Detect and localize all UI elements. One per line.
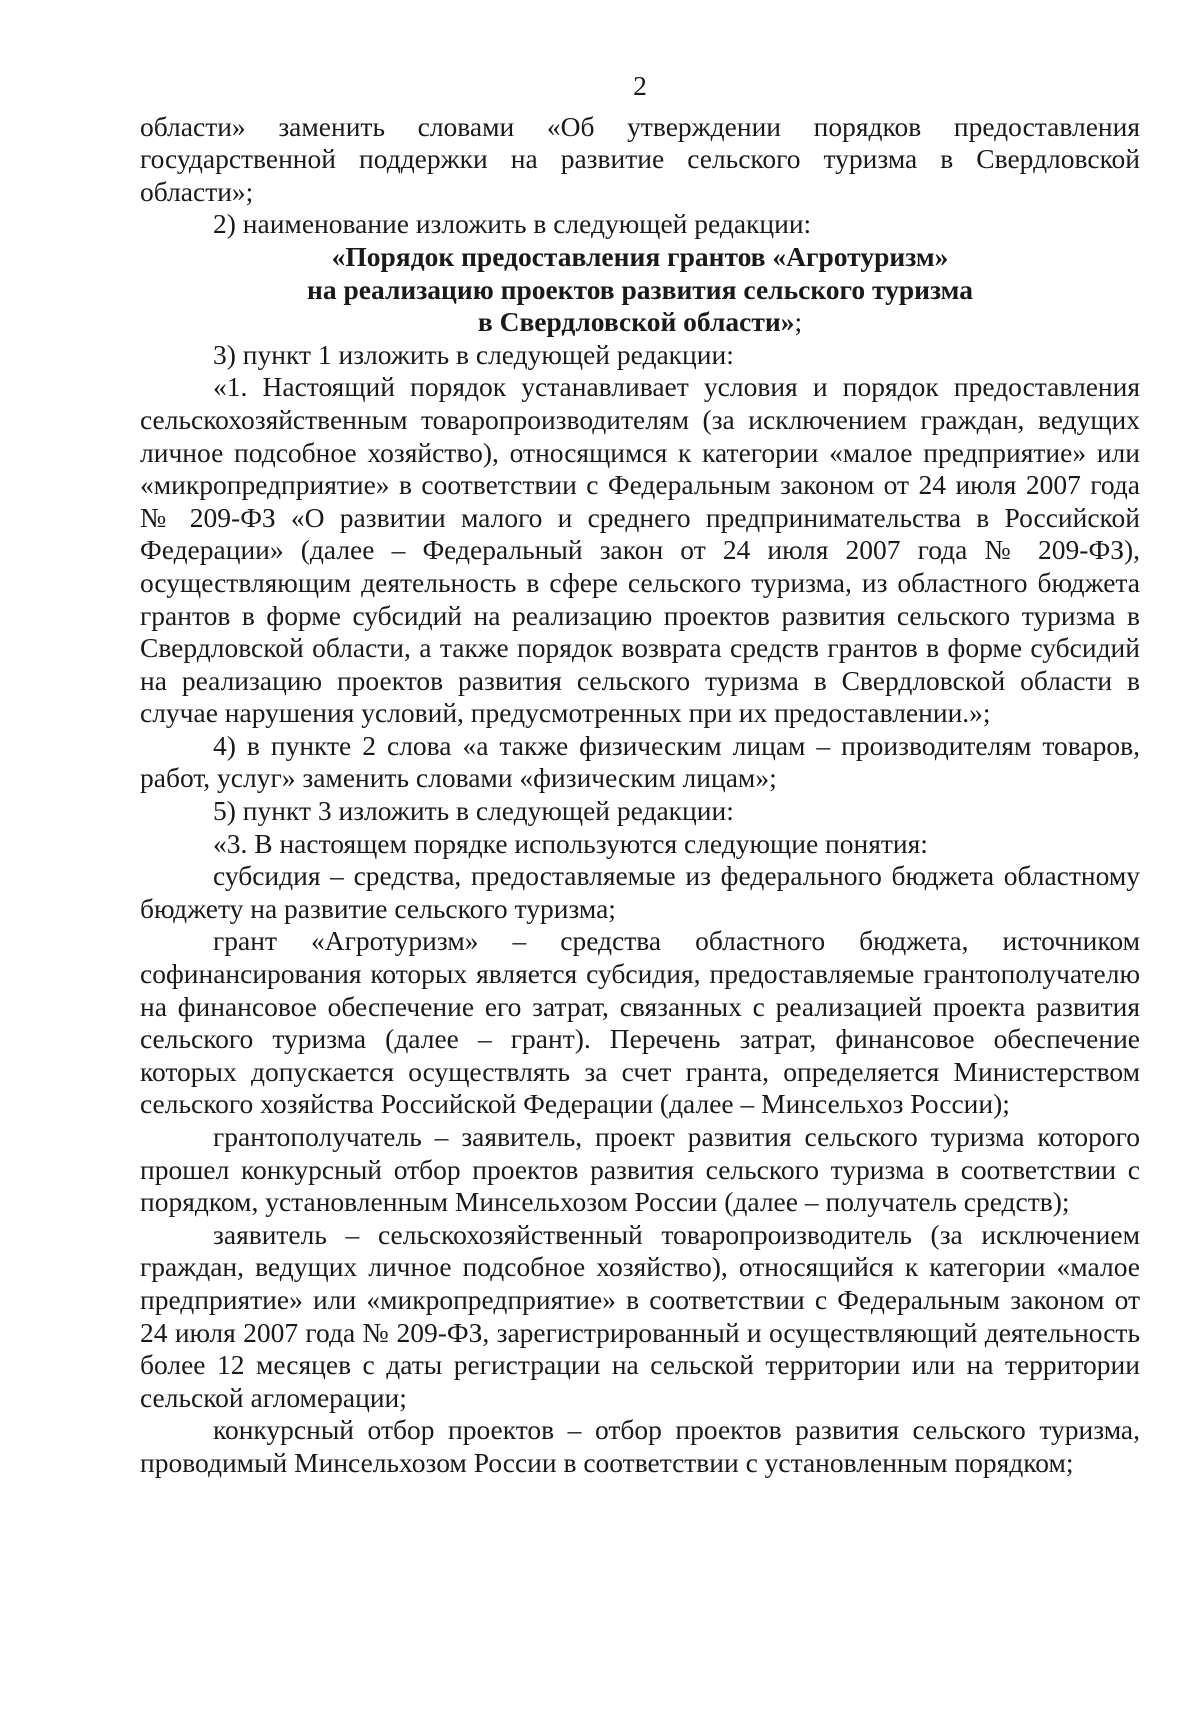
- title-line-3-tail: ;: [794, 306, 803, 338]
- page-number: 2: [633, 70, 647, 101]
- title-line-1: «Порядок предоставления грантов «Агротуризм»: [331, 240, 949, 272]
- title-line-3: [140, 306, 1140, 339]
- title-line-2: на реализацию проектов развития сельского туризма: [307, 273, 973, 305]
- paragraph-clause-3: «3. В настоящем порядке используются следующие понятия:: [213, 827, 928, 859]
- definition-grant-recipient: грантополучатель – заявитель, проект развития сельского туризма которого прошел конкурсный отбор проектов развития сельского туризма в соответствии с порядком, установленным Минсельхозом России (далее – получатель средств);: [140, 1121, 1140, 1218]
- definition-competitive-selection: конкурсный отбор проектов – отбор проектов развития сельского туризма, проводимый Минсельхозом России в соответствии с установленным порядком;: [140, 1414, 1140, 1478]
- paragraph-item-5: 5) пункт 3 изложить в следующей редакции:: [213, 795, 734, 827]
- paragraph-item-3: 3) пункт 1 изложить в следующей редакции:: [213, 338, 734, 370]
- paragraph-continuation: области» заменить словами «Об утверждении порядков предоставления государственной поддержки на развитие сельского туризма в Свердловской области»;: [140, 110, 1140, 207]
- definition-subsidy: субсидия – средства, предоставляемые из федерального бюджета областному бюджету на развитие сельского туризма;: [140, 860, 1140, 924]
- new-title-block: [140, 241, 1140, 339]
- paragraph-item-4: 4) в пункте 2 слова «а также физическим лицам – производителям товаров, работ, услуг» заменить словами «физическим лицам»;: [140, 729, 1140, 794]
- document-page: [140, 70, 1140, 1480]
- paragraph-clause-1: «1. Настоящий порядок устанавливает условия и порядок предоставления сельскохозяйственным товаропроизводителям (за исключением граждан, ведущих личное подсобное хозяйство), относящимся к категории «малое предприятие» или «микропредприятие» в соответствии с Федеральным законом от 24 июля 2007 года № 209-ФЗ «О развитии малого и среднего предпринимательства в Российской Федерации» (далее – Федеральный закон от 24 июля 2007 года № 209-ФЗ), осуществляющим деятельность в сфере сельского туризма, из областного бюджета грантов в форме субсидий на реализацию проектов развития сельского туризма в Свердловской области, а также порядок возврата средств грантов в форме субсидий на реализацию проектов развития сельского туризма в Свердловской области в случае нарушения условий, предусмотренных при их предоставлении.»;: [140, 371, 1140, 729]
- title-line-3-bold: в Свердловской области»: [477, 306, 795, 338]
- definition-grant: грант «Агротуризм» – средства областного бюджета, источником софинансирования которых является субсидия, предоставляемые грантополучателю на финансовое обеспечение его затрат, связанных с реализацией проекта развития сельского туризма (далее – грант). Перечень затрат, финансовое обеспечение которых допускается осуществлять за счет гранта, определяется Министерством сельского хозяйства Российской Федерации (далее – Минсельхоз России);: [140, 925, 1140, 1120]
- paragraph-item-2: 2) наименование изложить в следующей редакции:: [213, 208, 812, 240]
- definition-applicant: заявитель – сельскохозяйственный товаропроизводитель (за исключением граждан, ведущих личное подсобное хозяйство), относящийся к категории «малое предприятие» или «микропредприятие» в соответствии с Федеральным законом от 24 июля 2007 года № 209-ФЗ, зарегистрированный и осуществляющий деятельность более 12 месяцев с даты регистрации на сельской территории или на территории сельской агломерации;: [140, 1218, 1140, 1413]
